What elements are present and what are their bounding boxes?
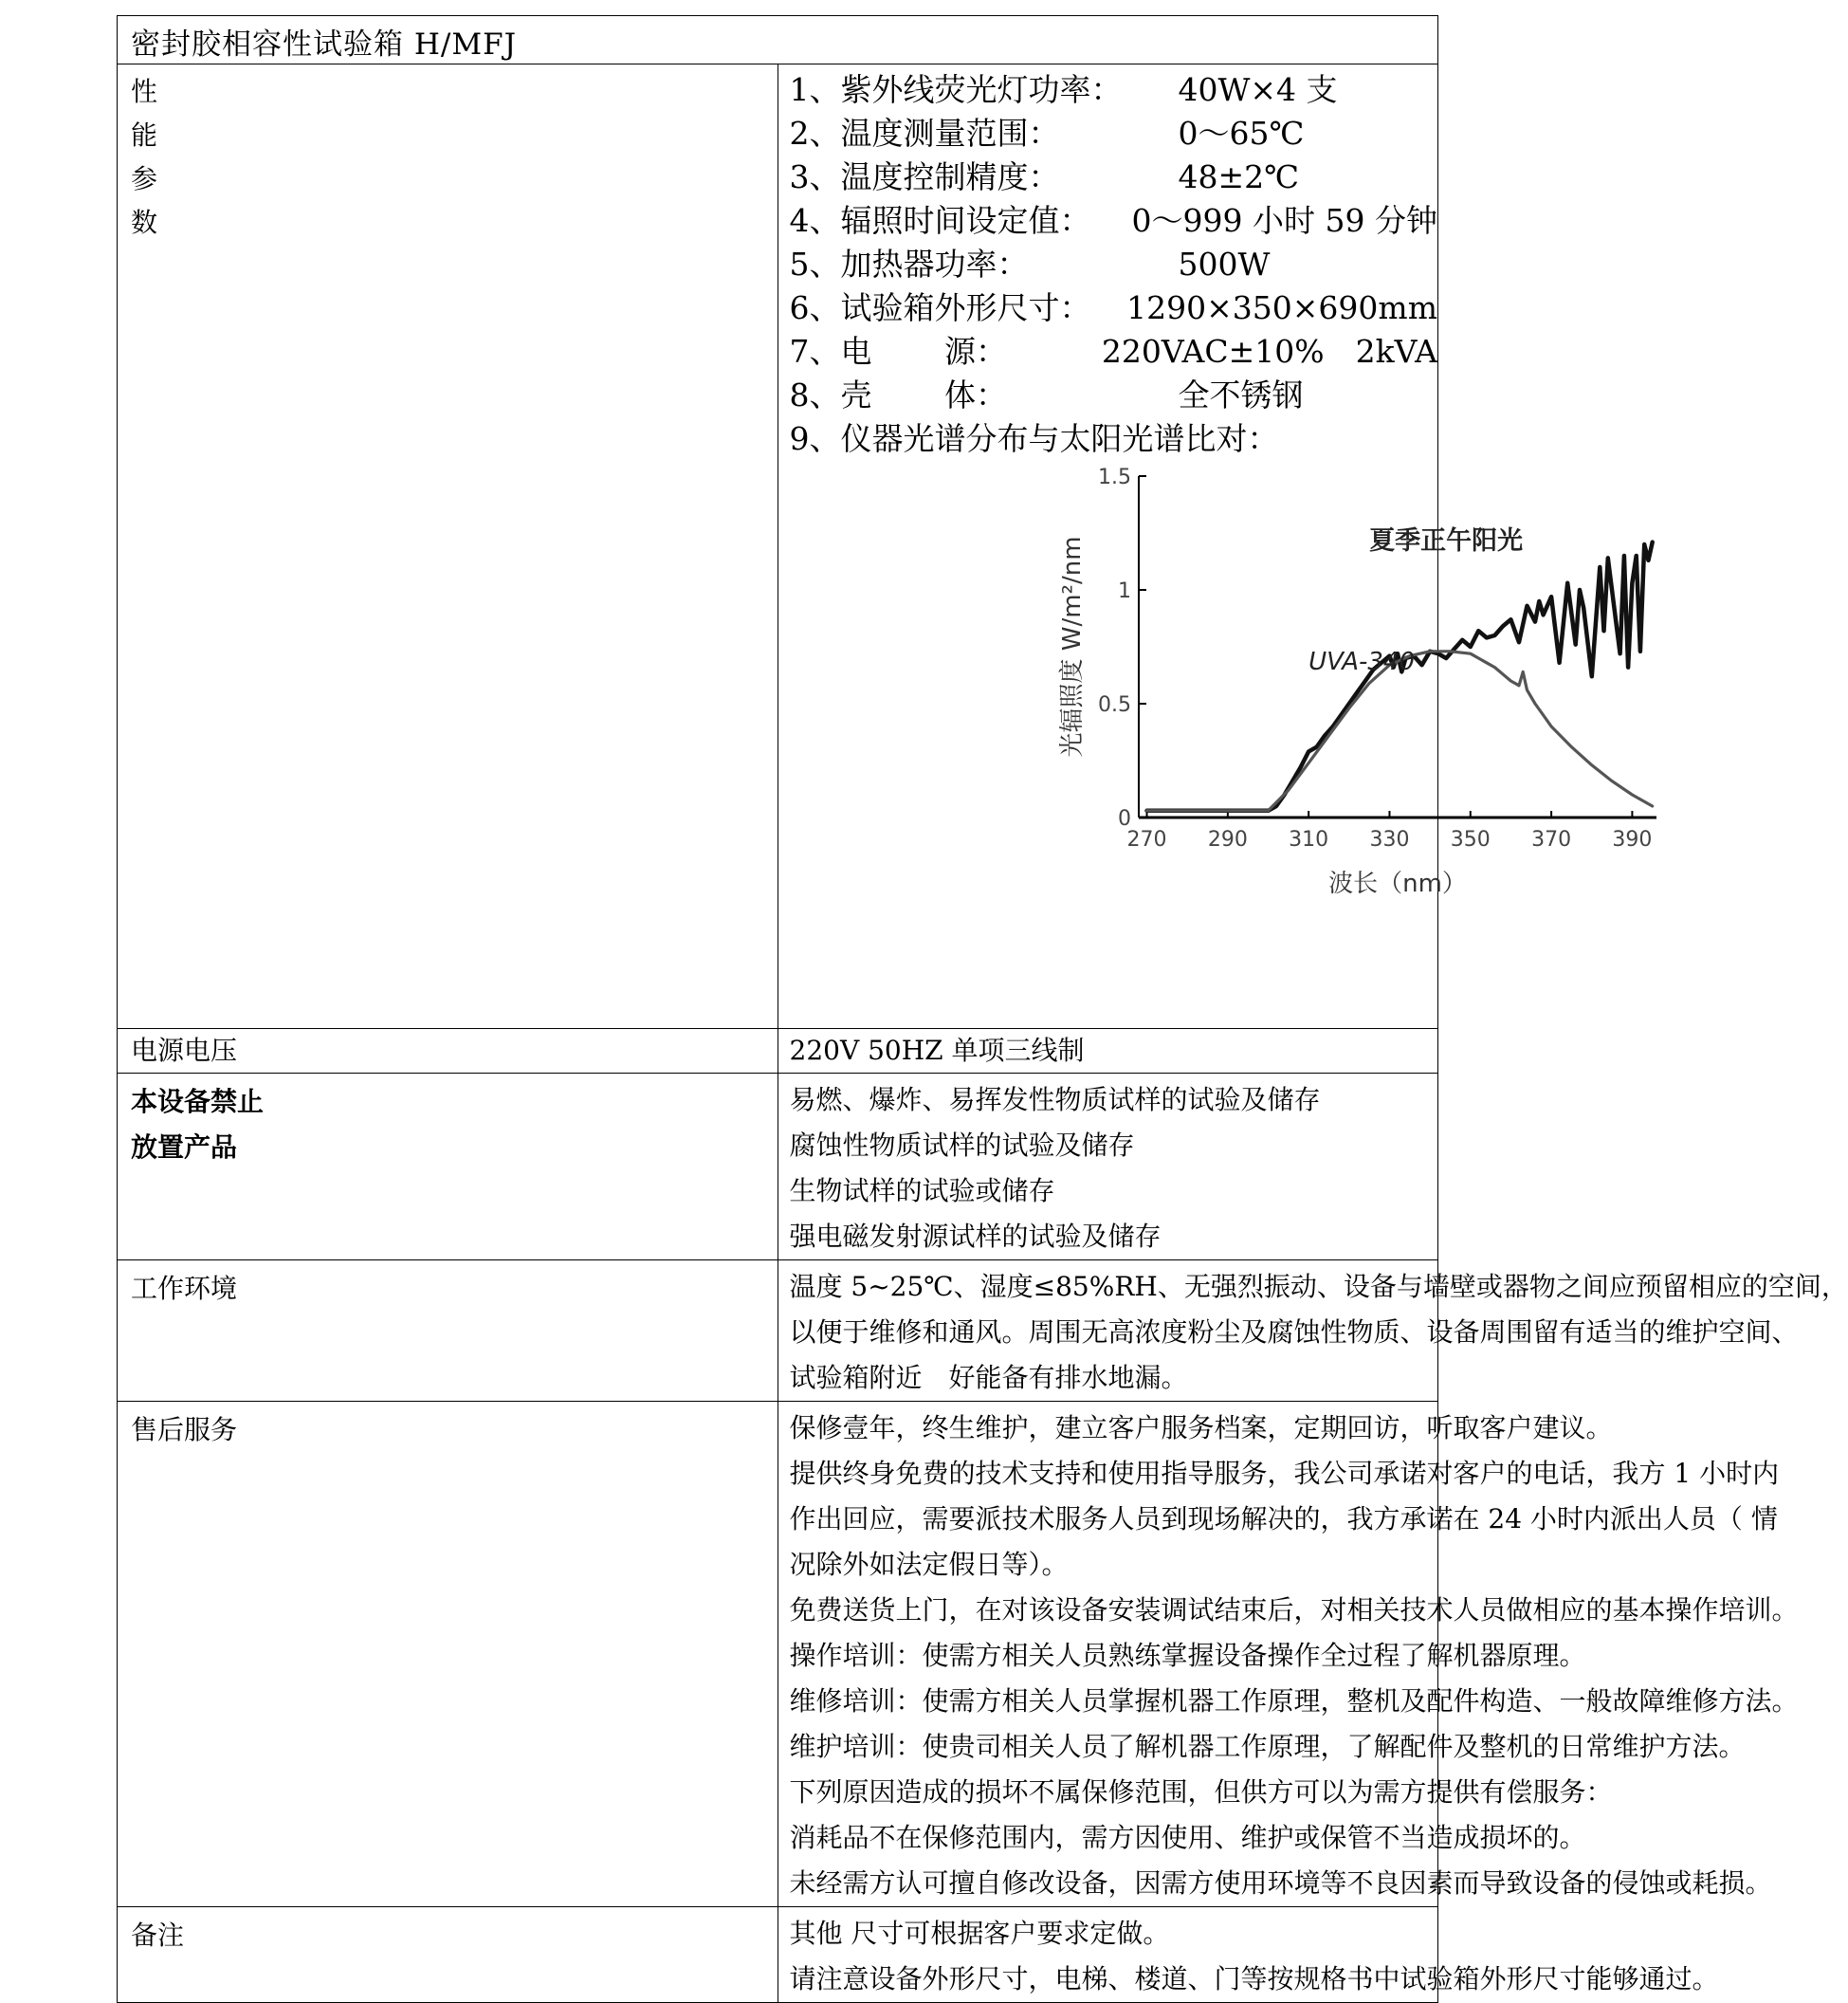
spec-table <box>117 15 1848 2003</box>
performance-params <box>778 64 1652 1029</box>
param-line: 3、温度控制精度： 48±2℃ <box>789 158 1300 195</box>
x-axis-label: 波长（nm） <box>1327 870 1467 898</box>
prohibited-row <box>118 1074 1438 1260</box>
power-value-cell <box>778 1029 1438 1074</box>
text-line: 维修培训：使需方相关人员掌握机器工作原理，整机及配件构造、一般故障维修方法。 <box>789 1685 1799 1717</box>
performance-label: 性 能 参 数 <box>118 64 778 1029</box>
y-tick-label: 0 <box>1117 807 1131 831</box>
title-row <box>118 16 1438 64</box>
series-label: UVA-340 <box>1308 648 1415 676</box>
text-line: 其他 尺寸可根据客户要求定做。 <box>789 1918 1170 1949</box>
text-line: 未经需方认可擅自修改设备，因需方使用环境等不良因素而导致设备的侵蚀或耗损。 <box>789 1867 1772 1899</box>
text-line: 温度 5~25℃、湿度≤85%RH、无强烈振动、设备与墙壁或器物之间应预留相应的空间， <box>789 1271 1848 1302</box>
remarks-text <box>778 1907 1719 2003</box>
text-line: 作出回应，需要派技术服务人员到现场解决的，我方承诺在 24 小时内派出人员（ 情 <box>789 1503 1778 1534</box>
y-axis-label: 光辐照度 W/m²/nm <box>1057 536 1087 758</box>
list-item: 强电磁发射源试样的试验及储存 <box>789 1221 1162 1252</box>
y-tick-label: 0.5 <box>1097 693 1131 717</box>
power-value: 220V 50HZ 单项三线制 <box>789 1035 1085 1066</box>
param-line: 2、温度测量范围： 0～65℃ <box>789 115 1305 152</box>
environment-text <box>778 1260 1848 1402</box>
series-line <box>1146 542 1652 811</box>
chart-intro: 9、仪器光谱分布与太阳光谱比对： <box>789 420 1279 457</box>
x-tick-label: 270 <box>1126 828 1167 852</box>
x-tick-label: 310 <box>1288 828 1328 852</box>
text-line: 保修壹年，终生维护，建立客户服务档案，定期回访，听取客户建议。 <box>789 1412 1613 1443</box>
x-tick-label: 370 <box>1530 828 1571 852</box>
power-row <box>118 1029 1438 1074</box>
param-line: 1、紫外线荧光灯功率： 40W×4 支 <box>789 71 1338 108</box>
service-row <box>118 1402 1438 1907</box>
remarks-row <box>118 1907 1438 2003</box>
x-tick-label: 290 <box>1207 828 1248 852</box>
param-line: 4、辐照时间设定值： 0～999 小时 59 分钟 <box>789 202 1437 239</box>
y-tick-label: 1.5 <box>1097 466 1131 489</box>
list-item: 易燃、爆炸、易挥发性物质试样的试验及储存 <box>789 1084 1321 1115</box>
text-line: 请注意设备外形尺寸，电梯、楼道、门等按规格书中试验箱外形尺寸能够通过。 <box>789 1963 1719 1994</box>
series-label: 夏季正午阳光 <box>1368 525 1523 556</box>
remarks-label: 备注 <box>118 1907 778 2003</box>
service-label: 售后服务 <box>118 1402 778 1907</box>
y-tick-label: 1 <box>1117 579 1131 603</box>
text-line: 以便于维修和通风。周围无高浓度粉尘及腐蚀性物质、设备周围留有适当的维护空间、 <box>789 1316 1799 1348</box>
environment-label: 工作环境 <box>118 1260 778 1402</box>
prohibited-label: 本设备禁止 放置产品 <box>118 1074 778 1260</box>
text-line: 免费送货上门，在对该设备安装调试结束后，对相关技术人员做相应的基本操作培训。 <box>789 1594 1799 1626</box>
text-line: 维护培训：使贵司相关人员了解机器工作原理，了解配件及整机的日常维护方法。 <box>789 1731 1746 1762</box>
prohibited-items <box>778 1074 1438 1260</box>
list-item: 腐蚀性物质试样的试验及储存 <box>789 1130 1135 1161</box>
param-line: 6、试验箱外形尺寸： 1290×350×690mm <box>789 289 1437 326</box>
list-item: 生物试样的试验或储存 <box>789 1175 1055 1206</box>
power-label: 电源电压 <box>118 1029 778 1074</box>
x-tick-label: 330 <box>1368 828 1409 852</box>
x-tick-label: 350 <box>1450 828 1491 852</box>
spectrum-chart <box>1027 463 1672 918</box>
text-line: 提供终身免费的技术支持和使用指导服务，我公司承诺对客户的电话，我方 1 小时内 <box>789 1458 1780 1489</box>
param-line: 8、壳 体： 全不锈钢 <box>789 377 1304 413</box>
text-line: 消耗品不在保修范围内，需方因使用、维护或保管不当造成损坏的。 <box>789 1822 1586 1853</box>
document-title: 密封胶相容性试验箱 H/MFJ <box>118 16 1438 64</box>
param-line: 5、加热器功率： 500W <box>789 246 1271 283</box>
environment-row <box>118 1260 1438 1402</box>
text-line: 况除外如法定假日等）。 <box>789 1549 1069 1580</box>
text-line: 下列原因造成的损坏不属保修范围，但供方可以为需方提供有偿服务： <box>789 1776 1613 1808</box>
text-line: 操作培训：使需方相关人员熟练掌握设备操作全过程了解机器原理。 <box>789 1640 1586 1671</box>
performance-row <box>118 64 1438 1029</box>
text-line: 试验箱附近 好能备有排水地漏。 <box>789 1362 1188 1393</box>
x-tick-label: 390 <box>1611 828 1652 852</box>
service-text <box>778 1402 1799 1907</box>
param-line: 7、电 源： 220VAC±10% 2kVA <box>789 333 1437 370</box>
